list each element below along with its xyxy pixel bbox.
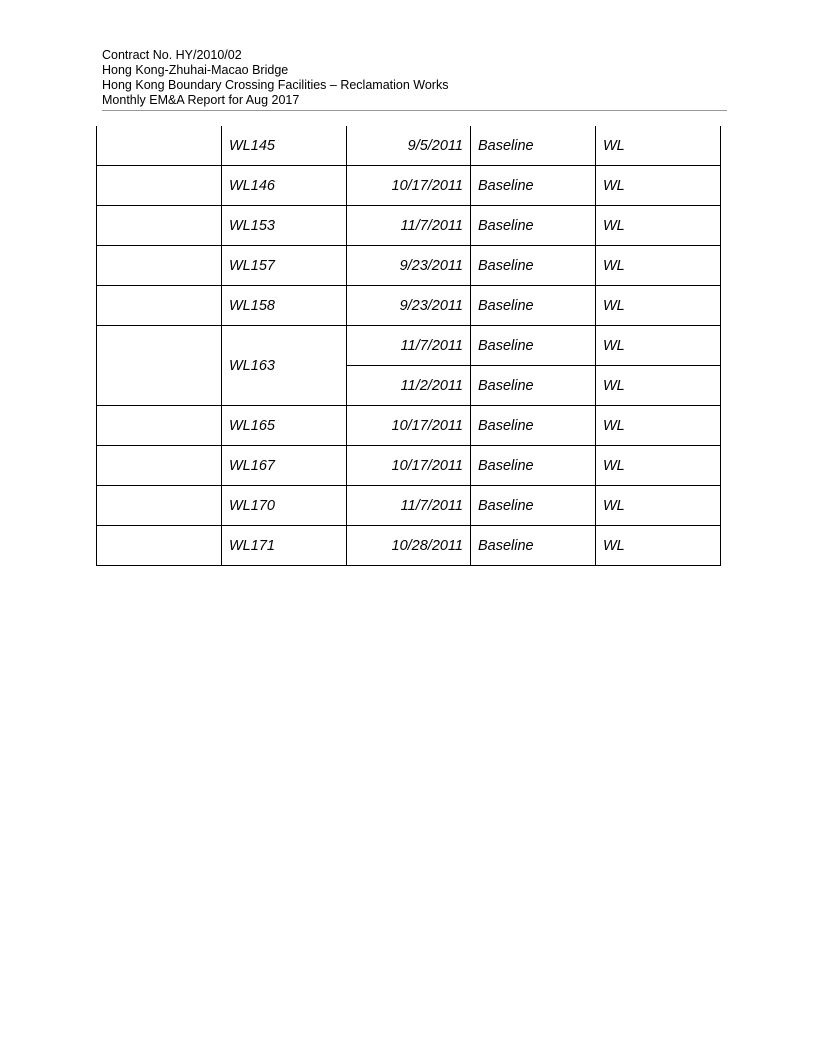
parameter-cell: WL [596, 366, 721, 406]
parameter-cell: WL [596, 246, 721, 286]
blank-cell [97, 526, 222, 566]
blank-cell [97, 126, 222, 166]
date-cell: 9/23/2011 [347, 246, 471, 286]
station-cell: WL157 [222, 246, 347, 286]
blank-cell [97, 406, 222, 446]
monitoring-table [96, 126, 721, 566]
parameter-cell: WL [596, 486, 721, 526]
station-cell: WL153 [222, 206, 347, 246]
table-row [97, 126, 721, 166]
parameter-cell: WL [596, 166, 721, 206]
station-cell: WL170 [222, 486, 347, 526]
blank-cell [97, 166, 222, 206]
parameter-cell: WL [596, 126, 721, 166]
date-cell: 11/7/2011 [347, 326, 471, 366]
type-cell: Baseline [471, 406, 596, 446]
type-cell: Baseline [471, 206, 596, 246]
blank-cell [97, 486, 222, 526]
header-divider [102, 110, 727, 111]
parameter-cell: WL [596, 406, 721, 446]
date-cell: 10/17/2011 [347, 446, 471, 486]
table-row [97, 286, 721, 326]
type-cell: Baseline [471, 286, 596, 326]
station-cell: WL171 [222, 526, 347, 566]
station-cell: WL163 [222, 326, 347, 406]
type-cell: Baseline [471, 126, 596, 166]
date-cell: 11/7/2011 [347, 486, 471, 526]
type-cell: Baseline [471, 526, 596, 566]
station-cell: WL165 [222, 406, 347, 446]
table-row [97, 326, 721, 366]
type-cell: Baseline [471, 166, 596, 206]
table-row [97, 526, 721, 566]
date-cell: 11/7/2011 [347, 206, 471, 246]
table-row [97, 486, 721, 526]
header-report-title: Monthly EM&A Report for Aug 2017 [102, 93, 300, 107]
type-cell: Baseline [471, 486, 596, 526]
date-cell: 9/23/2011 [347, 286, 471, 326]
parameter-cell: WL [596, 326, 721, 366]
blank-cell [97, 246, 222, 286]
header-works-name: Hong Kong Boundary Crossing Facilities – Reclamation Works [102, 78, 449, 92]
table-row [97, 206, 721, 246]
date-cell: 10/28/2011 [347, 526, 471, 566]
parameter-cell: WL [596, 286, 721, 326]
header-project-name: Hong Kong-Zhuhai-Macao Bridge [102, 63, 289, 77]
table-row [97, 166, 721, 206]
station-cell: WL167 [222, 446, 347, 486]
type-cell: Baseline [471, 246, 596, 286]
parameter-cell: WL [596, 526, 721, 566]
date-cell: 9/5/2011 [347, 126, 471, 166]
table-row [97, 406, 721, 446]
blank-cell [97, 326, 222, 406]
table-row [97, 446, 721, 486]
station-cell: WL146 [222, 166, 347, 206]
date-cell: 10/17/2011 [347, 166, 471, 206]
table-row [97, 246, 721, 286]
parameter-cell: WL [596, 446, 721, 486]
blank-cell [97, 446, 222, 486]
type-cell: Baseline [471, 446, 596, 486]
header-contract-no: Contract No. HY/2010/02 [102, 48, 242, 62]
date-cell: 10/17/2011 [347, 406, 471, 446]
parameter-cell: WL [596, 206, 721, 246]
type-cell: Baseline [471, 366, 596, 406]
blank-cell [97, 206, 222, 246]
page-header [102, 48, 727, 108]
blank-cell [97, 286, 222, 326]
date-cell: 11/2/2011 [347, 366, 471, 406]
station-cell: WL158 [222, 286, 347, 326]
type-cell: Baseline [471, 326, 596, 366]
station-cell: WL145 [222, 126, 347, 166]
